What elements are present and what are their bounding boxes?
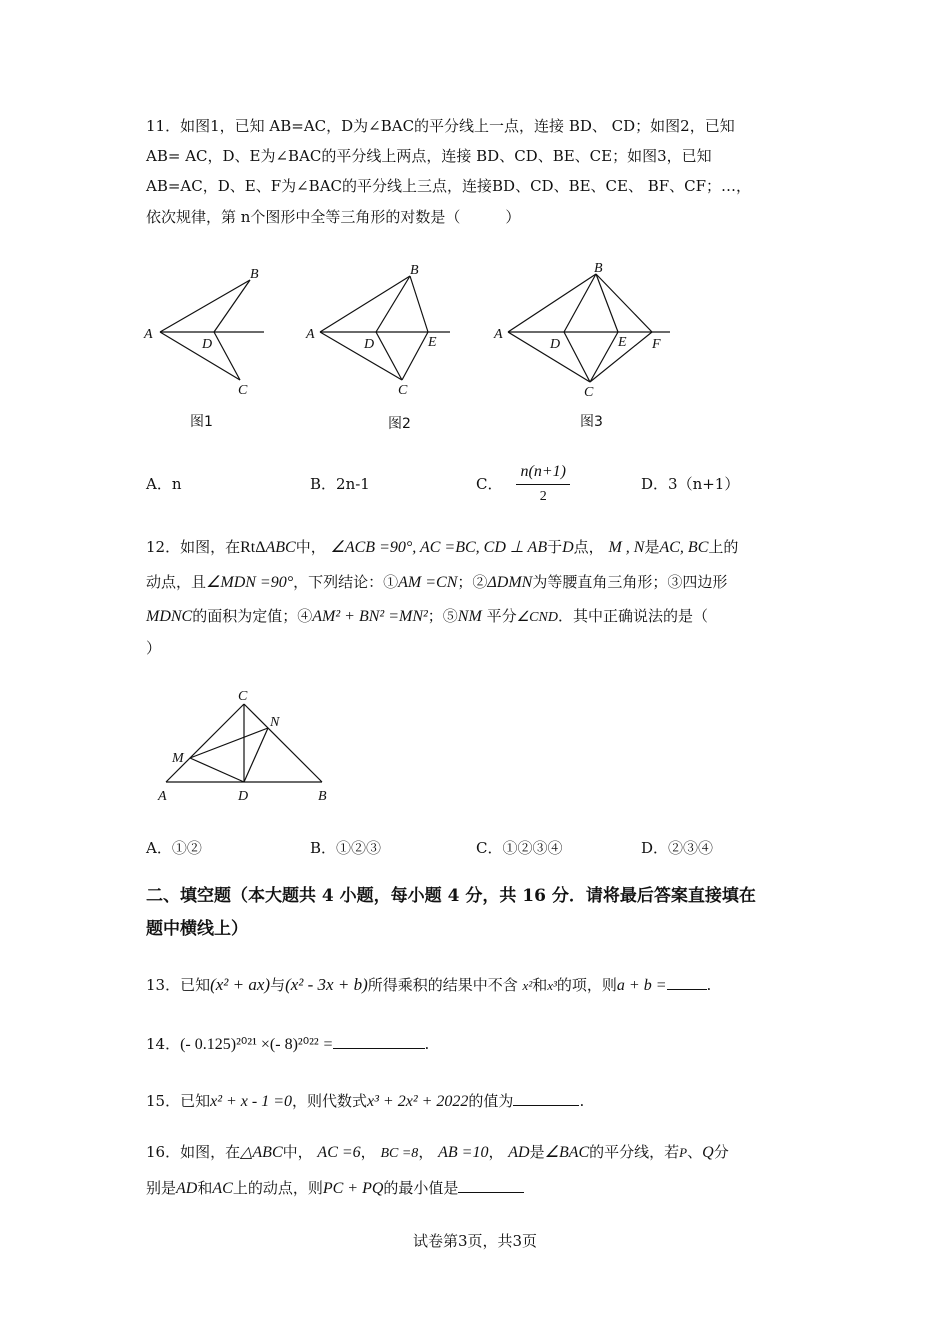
- text: 16．如图，在: [146, 1143, 241, 1161]
- math-cnd: ∠CND: [516, 610, 558, 625]
- text: 为等腰直角三角形；③四边形: [532, 573, 728, 591]
- q12-label-b: B: [318, 789, 327, 804]
- math-x3: x³: [547, 978, 557, 993]
- q11-line-3: AB=AC，D、E、F为∠BAC的平分线上三点，连接BD、CD、BE、CE、 BF、CF；…，: [146, 177, 752, 195]
- fig1-label-a: A: [144, 327, 153, 342]
- fig2-label-c: C: [398, 383, 408, 398]
- q14-answer-blank[interactable]: [333, 1033, 425, 1049]
- fig3-label-c: C: [584, 385, 594, 400]
- fig3-label-f: F: [652, 337, 661, 352]
- q12-label-a: A: [158, 789, 167, 804]
- text: ；⑤: [427, 607, 458, 625]
- text: 12．如图，在: [146, 538, 241, 556]
- q12-label-m: M: [172, 751, 184, 766]
- figure-1: [160, 280, 264, 380]
- text: 是: [644, 538, 660, 556]
- q11-figures: [140, 258, 700, 438]
- text: 分: [713, 1143, 729, 1161]
- q11-option-d: D．3（n+1）: [641, 475, 740, 493]
- text: 别是: [146, 1179, 177, 1197]
- q13-line: [146, 974, 711, 996]
- q11-option-c-prefix: C．: [476, 475, 503, 493]
- q15-line: [146, 1090, 584, 1112]
- math-abc: ABC: [265, 539, 296, 556]
- fig3-label-d: D: [550, 337, 561, 352]
- text: .: [579, 1092, 585, 1110]
- q11-option-b: B．2n-1: [310, 475, 370, 493]
- q16-line-1: [146, 1142, 729, 1164]
- q16-answer-blank[interactable]: [458, 1177, 524, 1193]
- text: 14．: [146, 1035, 181, 1053]
- text: ，下列结论：①: [293, 573, 399, 591]
- fig3-label-b: B: [594, 261, 603, 276]
- text: 动点，且: [146, 573, 207, 591]
- q12-label-n: N: [270, 715, 280, 730]
- text: 上的动点，则: [232, 1179, 323, 1197]
- q11-option-a: A．n: [146, 475, 182, 493]
- text: 的最小值是: [383, 1179, 459, 1197]
- q12-line-4: ）: [146, 639, 162, 657]
- text: 的项，则: [556, 976, 617, 994]
- text: 与: [270, 976, 286, 994]
- q15-answer-blank[interactable]: [513, 1090, 579, 1106]
- text: .: [424, 1035, 430, 1053]
- q12-option-a: A．①②: [146, 839, 202, 857]
- text: 是: [529, 1143, 545, 1161]
- math-ac: AC =6: [317, 1144, 361, 1161]
- text: ，: [488, 1143, 504, 1161]
- text: ，则代数式: [292, 1092, 368, 1110]
- q12-option-d: D．②③④: [641, 839, 714, 857]
- math-ad: AD: [508, 1144, 530, 1161]
- math-angle: ∠MDN =90°: [206, 574, 294, 591]
- text: 的面积为定值；④: [192, 607, 313, 625]
- math-mn: M , N: [608, 539, 645, 556]
- text: 和: [532, 976, 548, 994]
- text: ，: [418, 1143, 434, 1161]
- text: 和: [197, 1179, 213, 1197]
- math-mdnc: MDNC: [146, 608, 193, 625]
- q12-figure: [150, 684, 350, 814]
- fig1-label-d: D: [202, 337, 213, 352]
- math-nm: NM: [457, 608, 482, 625]
- fraction-denominator: 2: [539, 488, 547, 504]
- fig2-label-e: E: [428, 335, 437, 350]
- q11-line-1: 11．如图1，已知 AB=AC，D为∠BAC的平分线上一点，连接 BD、 CD；如图2，已知: [146, 117, 735, 135]
- text: 的平分线，若: [589, 1143, 680, 1161]
- math-p: P: [679, 1145, 688, 1160]
- math-acbc: AC, BC: [659, 539, 709, 556]
- text: ；②: [457, 573, 488, 591]
- page-footer: 试卷第3页，共3页: [412, 1232, 538, 1250]
- math-condition: ∠ACB =90°, AC =BC, CD ⊥ AB: [330, 539, 548, 556]
- q12-line-3: [146, 606, 708, 628]
- math-expr-1: (x² + ax): [210, 975, 271, 994]
- math-triangle: △ABC: [240, 1144, 283, 1161]
- fig2-label-b: B: [410, 263, 419, 278]
- fraction-numerator: n(n+1): [516, 462, 569, 485]
- math-ab: AB =10: [438, 1144, 489, 1161]
- q14-line: [146, 1033, 429, 1055]
- text: 于: [547, 538, 563, 556]
- math-expr: (- 0.125)²⁰²¹ ×(- 8)²⁰²²: [180, 1036, 319, 1053]
- text: 13．已知: [146, 976, 211, 994]
- math-ad: AD: [176, 1180, 198, 1197]
- q16-line-2: [146, 1177, 524, 1199]
- math-triangle: ΔDMN: [487, 574, 533, 591]
- math-expr-2: (x² - 3x + b): [285, 975, 368, 994]
- section-2-heading-line-2: 题中横线上）: [146, 919, 248, 939]
- q12-line-1: [146, 537, 738, 558]
- text: ，: [360, 1143, 376, 1161]
- figure-3: [508, 274, 670, 382]
- text: 中，: [282, 1143, 313, 1161]
- math-eq: =: [323, 1036, 333, 1053]
- q11-line-2: AB= AC，D、E为∠BAC的平分线上两点，连接 BD、CD、BE、CE；如图3，已知: [146, 147, 712, 165]
- section-2-heading-line-1: 二、填空题（本大题共 4 小题，每小题 4 分，共 16 分．请将最后答案直接填在: [146, 886, 756, 906]
- math-condition: x² + x - 1 =0: [210, 1093, 293, 1110]
- fig3-label-a: A: [494, 327, 503, 342]
- q12-label-d: D: [238, 789, 249, 804]
- q12-label-c: C: [238, 689, 248, 704]
- math-rt: RtΔ: [240, 539, 266, 556]
- math-bac: ∠BAC: [544, 1144, 590, 1161]
- text: ．其中正确说法的是（: [557, 607, 708, 625]
- text: 、: [687, 1143, 703, 1161]
- math-a-plus-b: a + b =: [616, 977, 667, 994]
- q11-line-4: 依次规律，第 n个图形中全等三角形的对数是（ ）: [146, 208, 521, 226]
- q12-line-2: [146, 572, 727, 593]
- text: 中，: [295, 538, 326, 556]
- math-d: D: [562, 539, 574, 556]
- text: 上的: [708, 538, 739, 556]
- q11-option-c: [476, 460, 570, 508]
- math-expr: x³ + 2x² + 2022: [367, 1093, 469, 1110]
- math-eq: AM =CN: [398, 574, 458, 591]
- text: 所得乘积的结果中不含: [367, 976, 518, 994]
- fig3-label-e: E: [618, 335, 627, 350]
- fig3-caption: 图3: [580, 414, 603, 430]
- math-pc-plus-pq: PC + PQ: [322, 1180, 384, 1197]
- fig2-label-d: D: [364, 337, 375, 352]
- q12-option-b: B．①②③: [310, 839, 382, 857]
- text: 15．已知: [146, 1092, 211, 1110]
- fig1-caption: 图1: [190, 414, 213, 430]
- math-ac: AC: [212, 1180, 233, 1197]
- q11-option-c-fraction: [516, 462, 569, 507]
- q13-answer-blank[interactable]: [667, 974, 707, 990]
- fig2-caption: 图2: [388, 416, 411, 432]
- math-x2: x²: [522, 978, 533, 993]
- text: 的值为: [468, 1092, 514, 1110]
- text: .: [706, 976, 712, 994]
- math-q: Q: [702, 1144, 714, 1161]
- text: 点，: [573, 538, 604, 556]
- q12-option-c: C．①②③④: [476, 839, 563, 857]
- math-eq: AM² + BN² =MN²: [312, 608, 428, 625]
- fig2-label-a: A: [306, 327, 315, 342]
- figure-2: [320, 276, 450, 380]
- math-bc: BC =8: [380, 1146, 419, 1161]
- fig1-label-b: B: [250, 267, 259, 282]
- fig1-label-c: C: [238, 383, 248, 398]
- text: 平分: [486, 607, 517, 625]
